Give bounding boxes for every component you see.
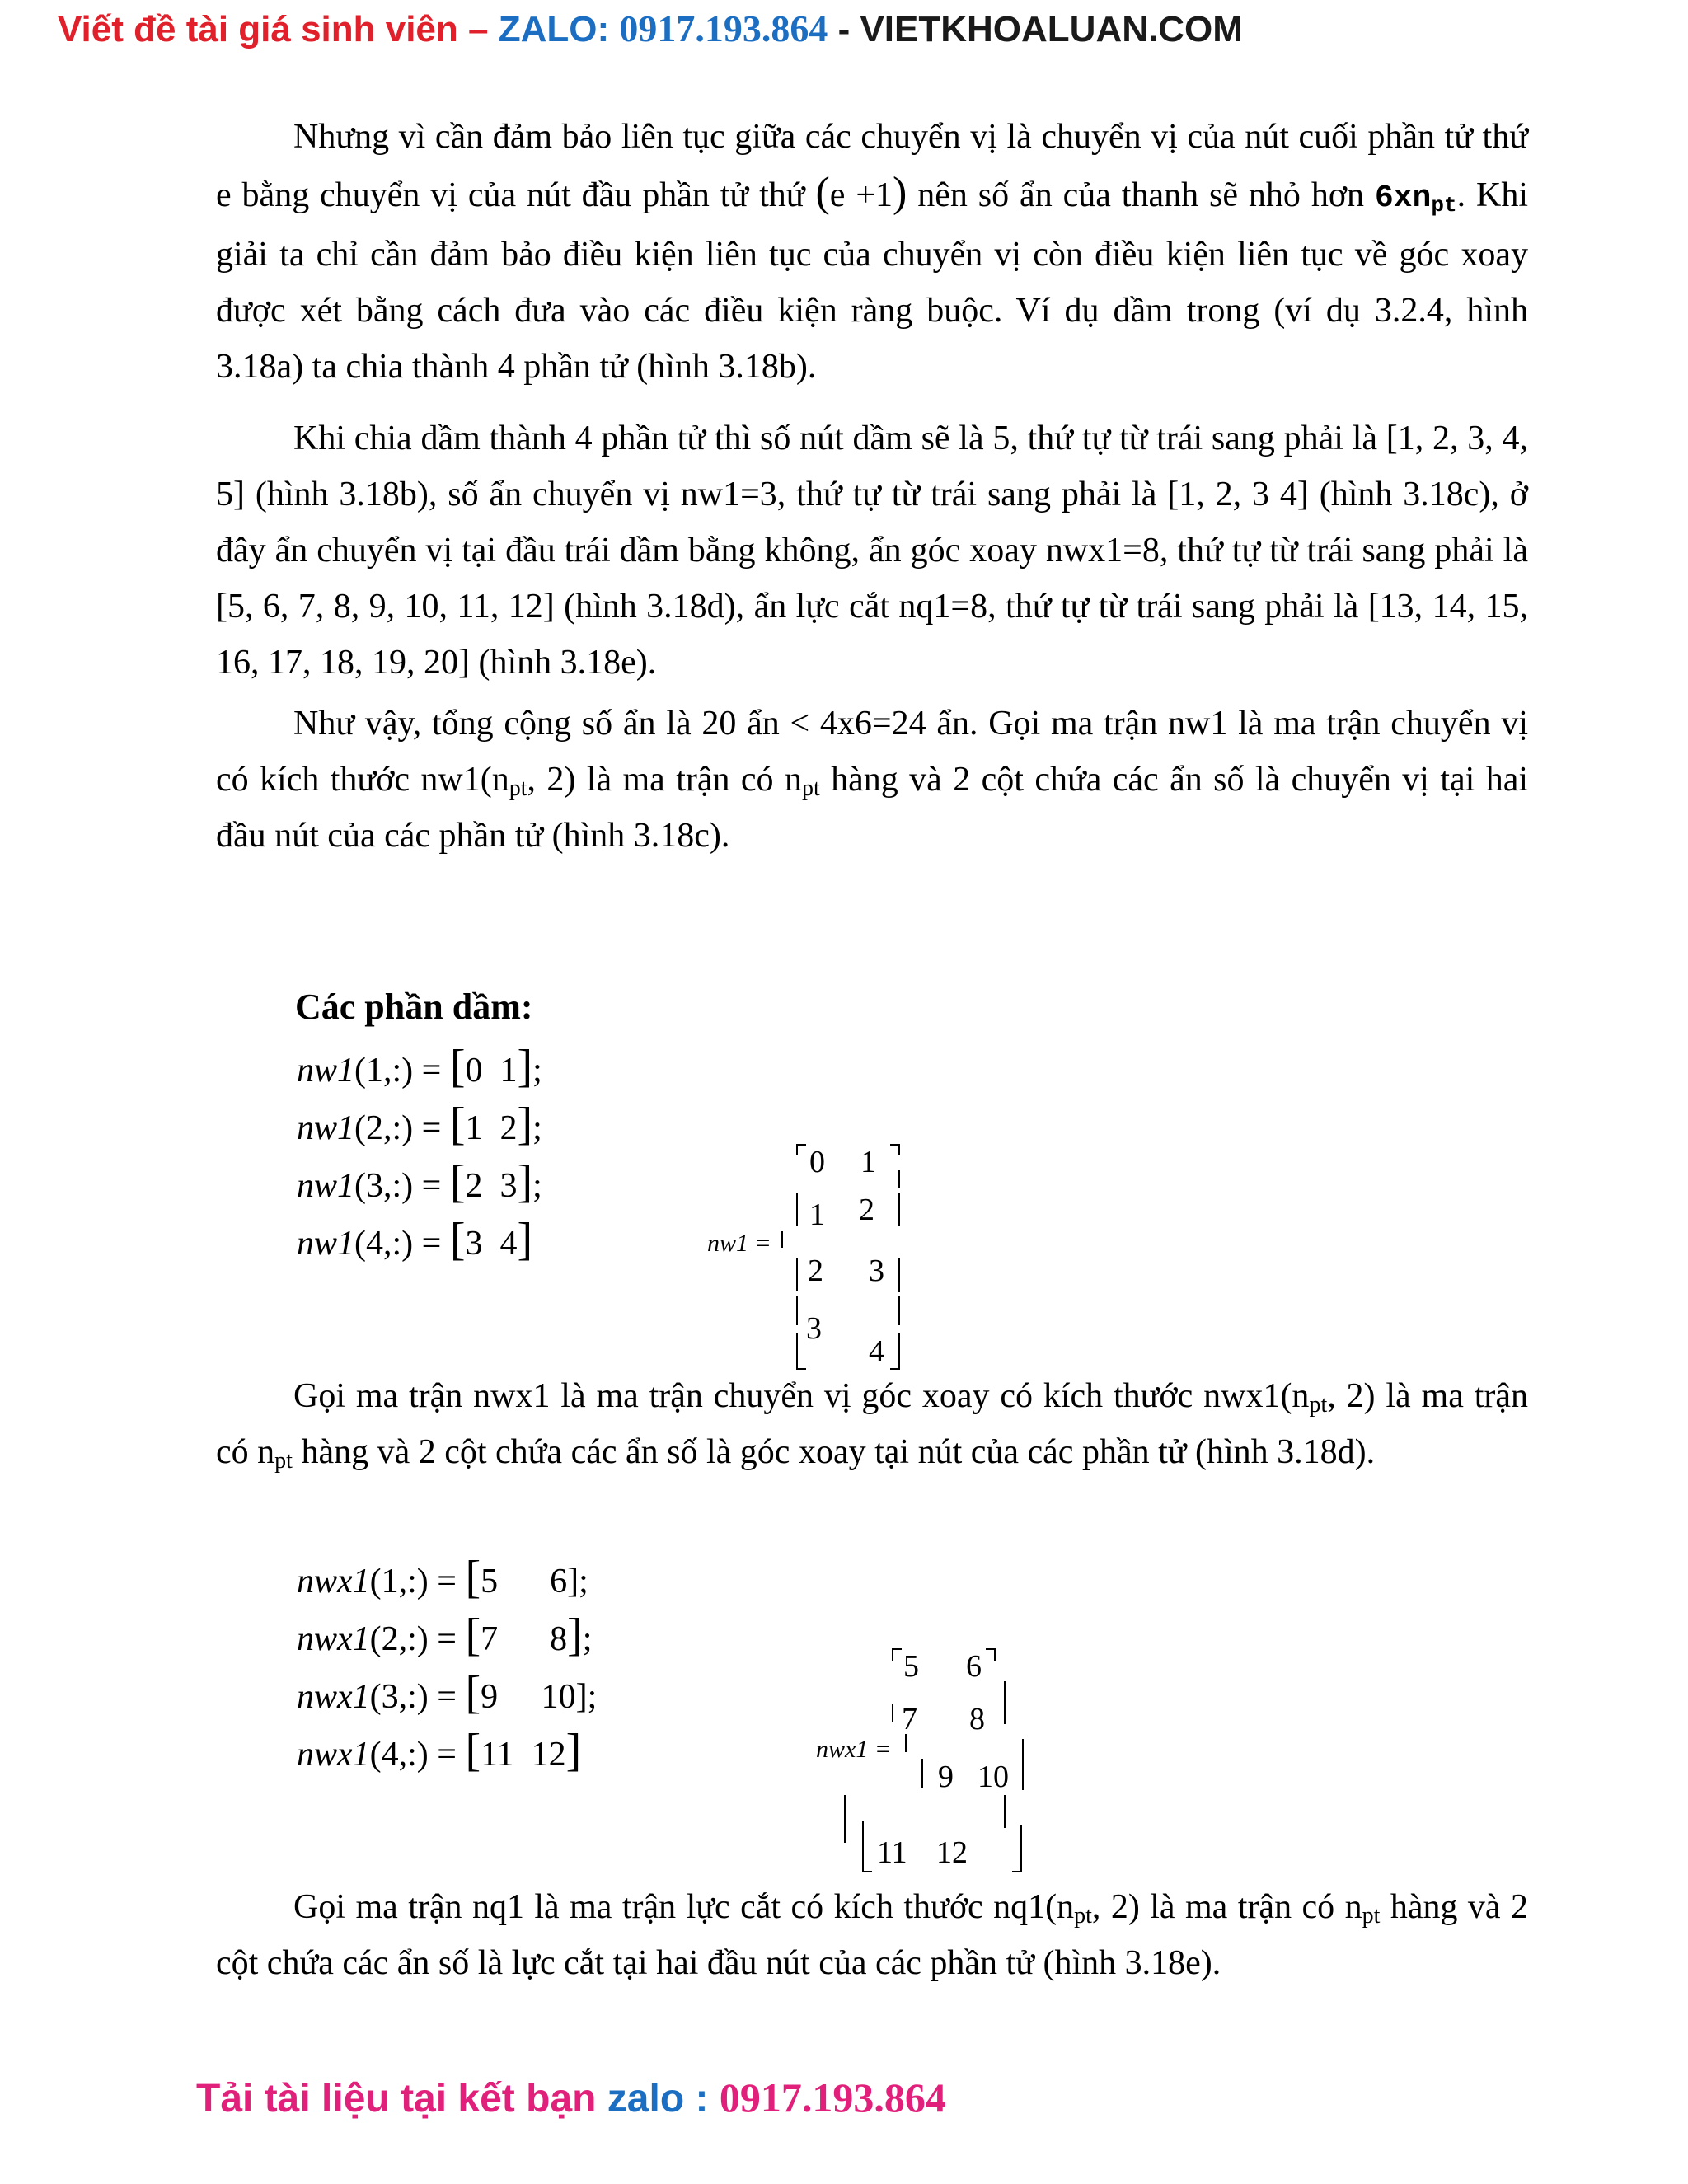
right-bracket-segment [898,1170,900,1188]
nw1-row-equation: nw1(1,:) = [0 1]; [297,1041,542,1092]
code-text: 6xn [1374,180,1432,216]
subscript-pt: pt [801,776,820,801]
right-bracket-bottom [1012,1825,1022,1872]
header-banner [58,7,1243,50]
paragraph-5 [216,1879,1528,1991]
subscript-pt: pt [1309,1392,1328,1418]
header-text: Viết đề tài giá sinh viên – [58,9,499,49]
paragraph-1 [216,109,1528,395]
subscript-pt: pt [274,1448,293,1474]
header-phone: 0917.193.864 [619,7,828,49]
paragraph-3-text-c: hàng và 2 cột chứa các ẩn số là chuyển vị tại hai đầu nút của các phần tử (hình 3.18c). [216,761,1529,855]
nw1-row-equation: nw1(4,:) = [3 4] [297,1214,533,1265]
right-bracket-bottom [890,1333,900,1370]
nw1-row-equation: nw1(3,:) = [2 3]; [297,1156,542,1207]
footer-zalo-label: zalo : [607,2077,720,2121]
paragraph-2: Khi chia dầm thành 4 phần tử thì số nút dầm sẽ là 5, thứ tự từ trái sang phải là [1, 2, 3, 4, 5] (hình 3.18b), số ẩn chuyển vị nw1=3, thứ tự từ trái sang phải là [1, 2, 3 4] (hình 3.18c), ở đây ẩn chuyển vị tại đầu trái dầm bằng không, ẩn góc xoay nwx1=8, thứ tự từ trái sang phải là [5, 6, 7, 8, 9, 10, 11, 12] (hình 3.18d), ẩn lực cắt nq1=8, thứ tự từ trái sang phải là [13, 14, 15, 16, 17, 18, 19, 20] (hình 3.18e). [216,419,1528,682]
subscript-pt: pt [509,776,528,801]
matrix-cell: 8 [969,1702,985,1736]
matrix-cell: 5 [903,1649,919,1684]
nwx1-row-equation: nwx1(2,:) = [7 8]; [297,1610,593,1661]
right-bracket-segment [898,1193,900,1226]
matrix-cell: 1 [809,1197,825,1232]
left-bracket-top [892,1648,902,1661]
matrix-cell: 6 [966,1649,982,1684]
left-bracket-segment [921,1759,923,1788]
subscript-pt: pt [1362,1903,1381,1929]
nwx1-row-equation: nwx1(1,:) = [5 6]; [297,1552,588,1603]
right-bracket-segment [898,1296,900,1325]
matrix-cell: 9 [938,1760,954,1794]
code-subscript: pt [1431,193,1457,218]
left-bracket-top [796,1144,806,1155]
right-bracket-segment [1022,1739,1024,1790]
nwx1-row-equation: nwx1(4,:) = [11 12] [297,1725,582,1776]
footer-banner [196,2074,946,2121]
paragraph-4-text-c: hàng và 2 cột chứa các ẩn số là góc xoay tại nút của các phần tử (hình 3.18d). [292,1433,1376,1471]
left-bracket-bottom [796,1333,806,1370]
paragraph-4-text-b: , 2) là ma trận có n [216,1377,1528,1471]
matrix-cell: 2 [859,1193,874,1227]
header-zalo-label: ZALO: [498,9,620,49]
right-bracket-segment [898,1258,900,1292]
paren-open: ( [815,169,830,216]
matrix-cell: 7 [902,1702,917,1736]
matrix-cell: 4 [869,1334,884,1369]
matrix-cell: 2 [808,1254,823,1288]
left-bracket-segment [796,1296,798,1325]
matrix-cell: 11 [877,1835,907,1870]
section-heading: Các phần dầm: [295,987,533,1027]
nwx1-matrix-label: nwx1 = [816,1736,892,1763]
paragraph-5-text-a: Gọi ma trận nq1 là ma trận lực cắt có kích thước nq1(n [293,1888,1075,1926]
paragraph-5-text-c: hàng và 2 cột chứa các ẩn số là lực cắt tại hai đầu nút của các phần tử (hình 3.18e). [216,1888,1529,1982]
nw1-matrix-label: nw1 = [707,1230,771,1257]
paragraph-3 [216,696,1528,864]
expression-e-plus-1: e +1 [829,176,893,214]
left-bracket-segment [844,1795,846,1843]
matrix-cell: 10 [978,1760,1009,1794]
right-bracket-segment [1004,1681,1006,1724]
paragraph-3-text-a: Như vậy, tổng cộng số ẩn là 20 ẩn < 4x6=24 ẩn. Gọi ma trận nw1 là ma trận chuyển vị có kích thước nw1(n [216,705,1528,799]
matrix-cell: 3 [869,1254,884,1288]
right-bracket-segment [1004,1795,1006,1828]
matrix-cell: 0 [809,1145,825,1179]
header-website: - VIETKHOALUAN.COM [828,9,1243,49]
right-bracket-top [986,1648,996,1661]
left-bracket-bottom [862,1821,872,1872]
nw1-row-equation: nw1(2,:) = [1 2]; [297,1099,542,1150]
left-bracket-segment [892,1704,893,1722]
left-bracket-segment [796,1193,798,1226]
subscript-pt: pt [1074,1903,1092,1929]
paragraph-4 [216,1368,1528,1480]
bracket-stroke [781,1231,785,1248]
footer-text: Tải tài liệu tại kết bạn [196,2077,607,2121]
paragraph-1-text-b: nên số ẩn của thanh sẽ nhỏ hơn [907,176,1375,214]
left-bracket-segment [796,1258,798,1291]
paragraph-5-text-b: , 2) là ma trận có n [1091,1888,1362,1926]
footer-phone: 0917.193.864 [719,2074,946,2121]
paragraph-3-text-b: , 2) là ma trận có n [527,761,802,799]
matrix-cell: 12 [936,1835,968,1870]
matrix-cell: 3 [806,1311,822,1346]
nwx1-row-equation: nwx1(3,:) = [9 10]; [297,1667,598,1718]
matrix-cell: 1 [860,1145,876,1179]
right-bracket-top [890,1144,900,1155]
paragraph-1-text-a: Nhưng vì cần đảm bảo liên tục giữa các chuyển vị là chuyển vị của nút cuối phần tử thứ e bằng chuyển vị của nút đầu phần tử thứ [216,118,1528,214]
paren-close: ) [893,169,907,216]
code-6xnpt [1375,180,1457,216]
paragraph-4-text-a: Gọi ma trận nwx1 là ma trận chuyển vị góc xoay có kích thước nwx1(n [293,1377,1310,1415]
paragraph-1-text-c: . Khi giải ta chỉ cần đảm bảo điều kiện liên tục của chuyển vị còn điều kiện liên tục về góc xoay được xét bằng cách đưa vào các điều kiện ràng buộc. Ví dụ dầm trong (ví dụ 3.2.4, hình 3.18a) ta chia thành 4 phần tử (hình 3.18b). [216,176,1529,386]
